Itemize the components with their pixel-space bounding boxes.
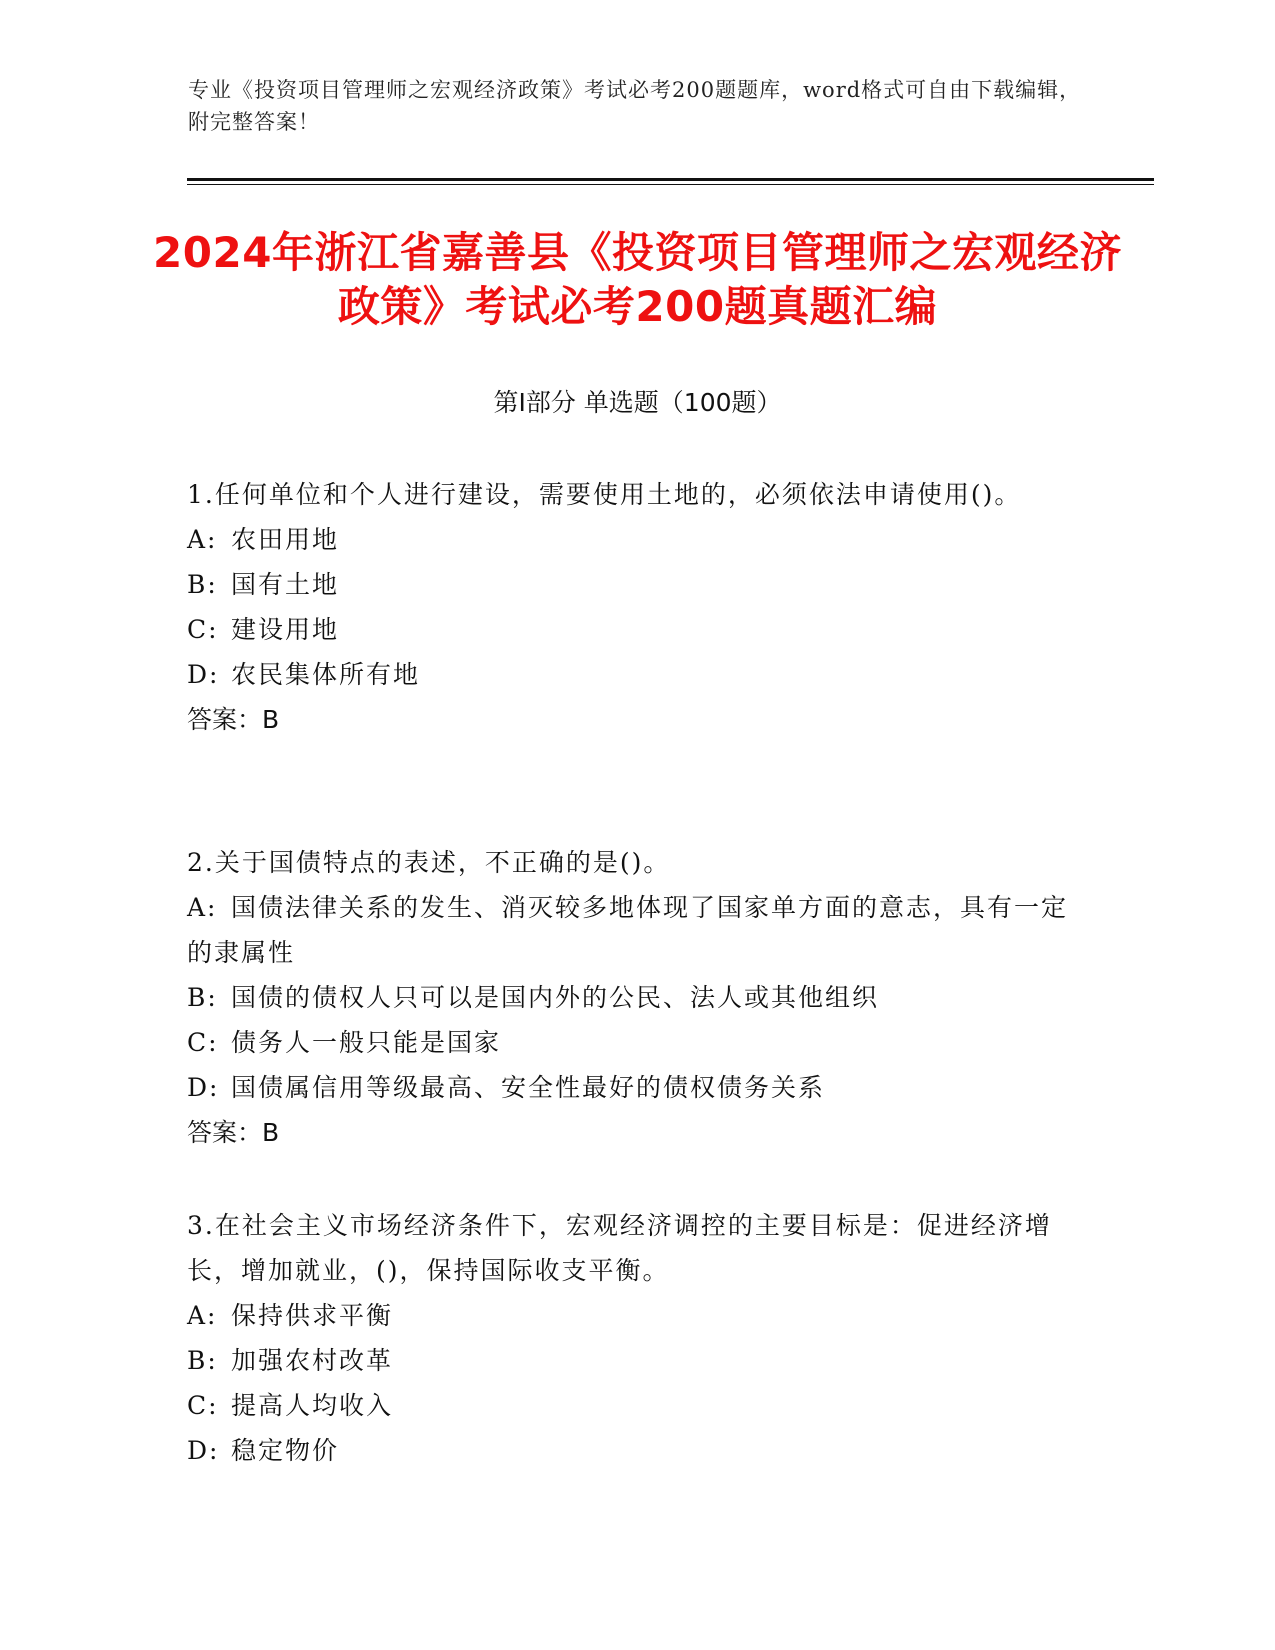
option-c xyxy=(187,607,1087,652)
question-3 xyxy=(187,1203,1087,1473)
answer: 答案：B xyxy=(187,1118,280,1147)
option-text: 建设用地 xyxy=(231,615,340,644)
option-text: 加强农村改革 xyxy=(231,1346,394,1375)
option-letter: B: xyxy=(187,983,218,1012)
option-text: 提高人均收入 xyxy=(231,1391,394,1420)
option-text: 农民集体所有地 xyxy=(231,660,421,689)
option-letter: A: xyxy=(187,1301,218,1330)
option-letter: C: xyxy=(187,1391,219,1420)
option-d xyxy=(187,652,1087,697)
option-letter: C: xyxy=(187,615,219,644)
header-note: 专业《投资项目管理师之宏观经济政策》考试必考200题题库，word格式可自由下载编辑，附完整答案！ xyxy=(188,78,1082,134)
option-text: 农田用地 xyxy=(231,525,340,554)
section-heading: 第Ⅰ部分 单选题（100题） xyxy=(493,388,782,417)
header-divider-thin xyxy=(187,184,1154,185)
question-stem: 3.在社会主义市场经济条件下，宏观经济调控的主要目标是：促进经济增长，增加就业，()，保持国际收支平衡。 xyxy=(187,1211,1052,1285)
option-d xyxy=(187,1428,1087,1473)
option-letter: D: xyxy=(187,660,220,689)
header-divider-thick xyxy=(187,178,1154,181)
option-text: 债务人一般只能是国家 xyxy=(231,1028,502,1057)
option-text: 国债的债权人只可以是国内外的公民、法人或其他组织 xyxy=(231,983,880,1012)
option-letter: A: xyxy=(187,525,218,554)
option-b xyxy=(187,562,1087,607)
option-d xyxy=(187,1065,1087,1110)
document-title: 2024年浙江省嘉善县《投资项目管理师之宏观经济政策》考试必考200题真题汇编 xyxy=(153,228,1122,331)
option-letter: D: xyxy=(187,1436,220,1465)
option-c xyxy=(187,1020,1087,1065)
option-c xyxy=(187,1383,1087,1428)
option-a xyxy=(187,1293,1087,1338)
option-text: 国债法律关系的发生、消灭较多地体现了国家单方面的意志，具有一定的隶属性 xyxy=(187,893,1069,967)
option-letter: B: xyxy=(187,570,218,599)
option-text: 稳定物价 xyxy=(231,1436,340,1465)
option-b xyxy=(187,975,1087,1020)
question-2 xyxy=(187,840,1087,1155)
question-stem: 2.关于国债特点的表述，不正确的是()。 xyxy=(187,848,671,877)
option-text: 保持供求平衡 xyxy=(231,1301,394,1330)
option-a xyxy=(187,885,1087,975)
option-letter: B: xyxy=(187,1346,218,1375)
option-a xyxy=(187,517,1087,562)
answer: 答案：B xyxy=(187,705,280,734)
question-stem: 1.任何单位和个人进行建设，需要使用土地的，必须依法申请使用()。 xyxy=(187,480,1022,509)
question-1 xyxy=(187,472,1087,742)
option-b xyxy=(187,1338,1087,1383)
option-text: 国债属信用等级最高、安全性最好的债权债务关系 xyxy=(231,1073,826,1102)
option-letter: C: xyxy=(187,1028,219,1057)
option-text: 国有土地 xyxy=(231,570,340,599)
option-letter: D: xyxy=(187,1073,220,1102)
option-letter: A: xyxy=(187,893,218,922)
